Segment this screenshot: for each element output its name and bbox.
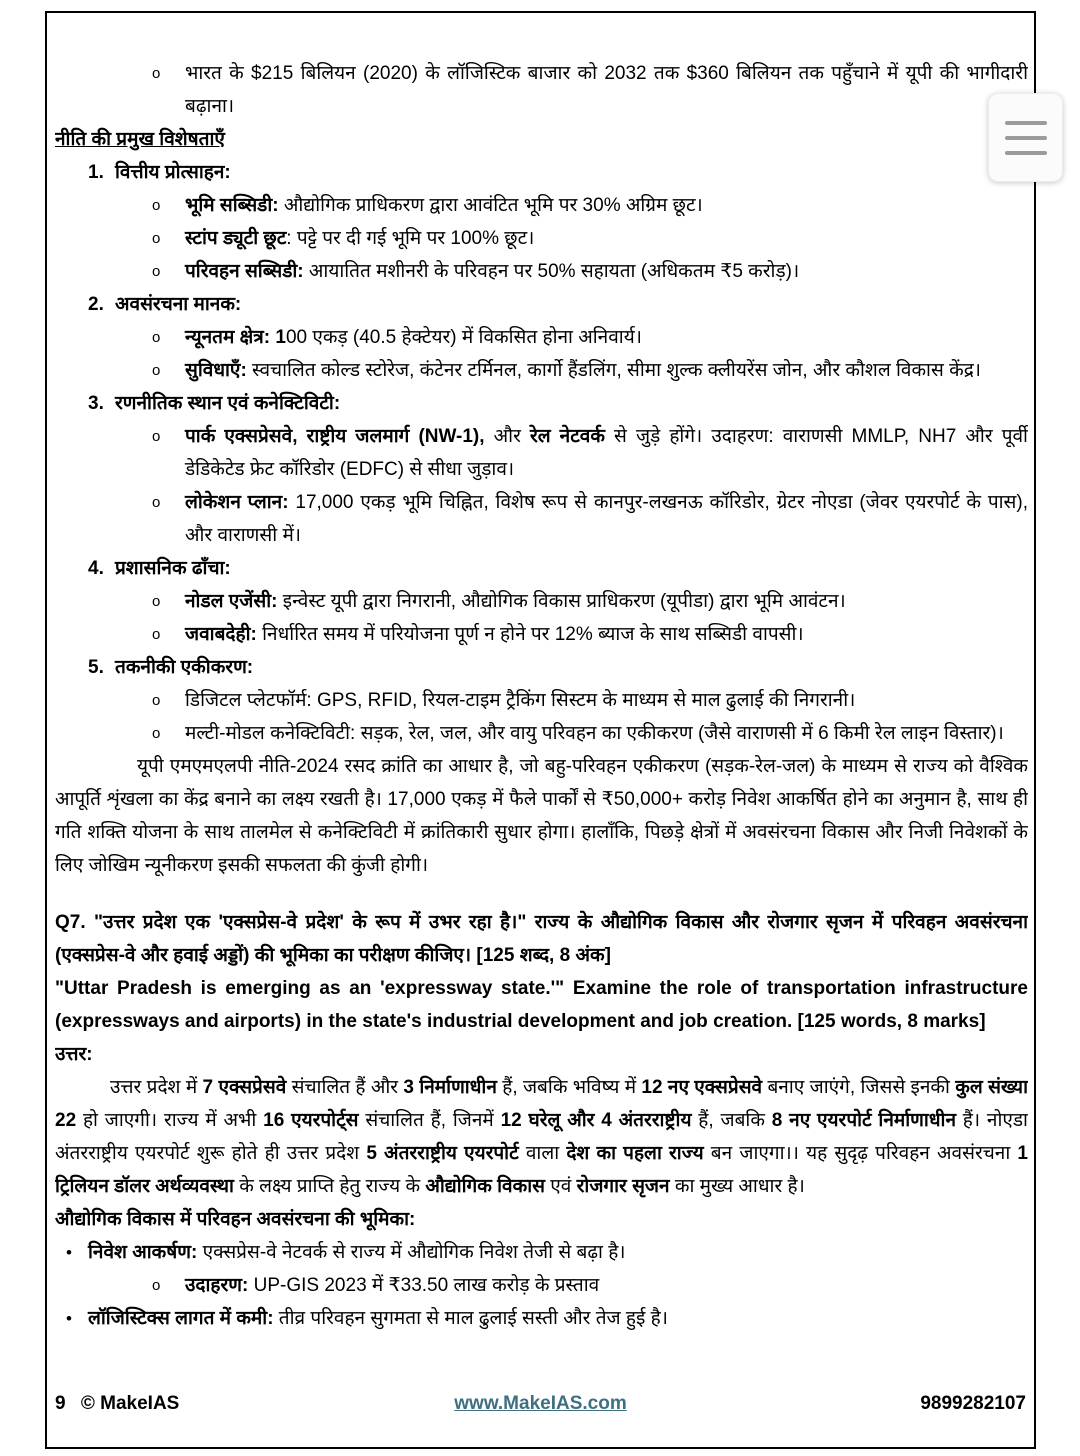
bold-text: 5 अंतरराष्ट्रीय एयरपोर्ट (366, 1143, 519, 1164)
text-run: हैं। नोएडा अंतरराष्ट्रीय एयरपोर्ट शुरू होते ही उत्तर प्रदेश (55, 1110, 1028, 1164)
text-run: UP-GIS 2023 में ₹33.50 लाख करोड़ के प्रस्ताव (248, 1275, 600, 1296)
list-item (55, 684, 1028, 717)
text-run: हैं, जबकि भविष्य में (496, 1077, 642, 1098)
bold-text: देश का पहला राज्य (566, 1143, 704, 1164)
text-run: बनाए जाएंगे, जिससे इनकी (762, 1077, 956, 1098)
circle-bullet-marker: o (152, 593, 161, 610)
text-run: मल्टी-मोडल कनेक्टिविटी: सड़क, रेल, जल, और वायु परिवहन का एकीकरण (जैसे वाराणसी में 6 किमी रेल लाइन विस्तार)। (185, 723, 1004, 744)
bold-text: सुविधाएँ: (185, 360, 247, 381)
feature-section-3 (55, 387, 1028, 552)
list-item (55, 1302, 1028, 1335)
bold-text: औद्योगिक विकास (425, 1176, 545, 1197)
document-page (45, 11, 1036, 1449)
intro-bullet-text: भारत के $215 बिलियन (2020) के लॉजिस्टिक बाजार को 2032 तक $360 बिलियन तक पहुँचाने में यूपी की भागीदारी बढ़ाना। (185, 63, 1028, 117)
text-run: डिजिटल प्लेटफॉर्म: GPS, RFID, रियल-टाइम ट्रैकिंग सिस्टम के माध्यम से माल ढुलाई की निगरानी। (185, 690, 856, 711)
list-item (55, 585, 1028, 618)
circle-bullet-marker: o (152, 692, 161, 709)
intro-bullet-item (55, 57, 1028, 123)
disc-bullet-marker: • (66, 1243, 72, 1262)
bold-text: कुल संख्या 22 (55, 1077, 1028, 1131)
text-run: 17,000 एकड़ भूमि चिह्नित, विशेष रूप से कानपुर-लखनऊ कॉरिडोर, ग्रेटर नोएडा (जेवर एयरपोर्ट के पास), और वाराणसी में। (185, 492, 1028, 546)
text-run: वाला (518, 1143, 567, 1164)
text-run: 00 एकड़ (40.5 हेक्टेयर) में विकसित होना अनिवार्य। (285, 327, 642, 348)
section-title-text: तकनीकी एकीकरण: (115, 657, 254, 678)
list-number: 5. (88, 657, 104, 678)
text-run: उत्तर प्रदेश में (110, 1077, 203, 1098)
section-title-text: वित्तीय प्रोत्साहन: (115, 162, 231, 183)
question-q7-hindi: Q7. "उत्तर प्रदेश एक 'एक्सप्रेस-वे प्रदेश' के रूप में उभर रहा है।" राज्य के औद्योगिक विकास और रोजगार सृजन में परिवहन अवसंरचना (एक्सप्रेस-वे और हवाई अड्डों) की भूमिका का परीक्षण कीजिए। [125 शब्द, 8 अंक] (55, 912, 1028, 966)
text-run: इन्वेस्ट यूपी द्वारा निगरानी, औद्योगिक विकास प्राधिकरण (यूपीडा) द्वारा भूमि आवंटन। (277, 591, 846, 612)
bold-text: 12 नए एक्सप्रेसवे (641, 1077, 763, 1098)
list-item (55, 222, 1028, 255)
text-run: : पट्टे पर दी गई भूमि पर 100% छूट। (286, 228, 535, 249)
section-title-text: रणनीतिक स्थान एवं कनेक्टिविटी: (115, 393, 341, 414)
list-item (55, 1236, 1028, 1269)
circle-bullet-marker: o (152, 329, 161, 346)
list-number: 2. (88, 294, 104, 315)
bold-text: रोजगार सृजन (576, 1176, 670, 1197)
text-run: स्वचालित कोल्ड स्टोरेज, कंटेनर टर्मिनल, कार्गो हैंडलिंग, सीमा शुल्क क्लीयरेंस जोन, और कौशल विकास केंद्र। (246, 360, 981, 381)
feature-section-title (55, 651, 1028, 684)
text-run: हैं, जबकि (691, 1110, 772, 1131)
phone-number: 9899282107 (920, 1393, 1026, 1414)
circle-bullet-marker: o (152, 725, 161, 742)
bold-text: स्टांप ड्यूटी छूट (185, 228, 287, 249)
bold-text: उदाहरण: (185, 1275, 249, 1296)
list-item (55, 717, 1028, 750)
list-item (55, 420, 1028, 486)
page-number: 9 (55, 1393, 66, 1414)
page-content (55, 57, 1028, 1385)
conclusion-paragraph: यूपी एमएमएलपी नीति-2024 रसद क्रांति का आधार है, जो बहु-परिवहन एकीकरण (सड़क-रेल-जल) के माध्यम से राज्य को वैश्विक आपूर्ति शृंखला का केंद्र बनाने का लक्ष्य रखती है। 17,000 एकड़ में फैले पार्कों से ₹50,000+ करोड़ निवेश आकर्षित होने का अनुमान है, साथ ही गति शक्ति योजना के साथ तालमेल से कनेक्टिविटी में क्रांतिकारी सुधार होगा। हालाँकि, पिछड़े क्षेत्रों में अवसंरचना विकास और निजी निवेशकों के लिए जोखिम न्यूनीकरण इसकी सफलता की कुंजी होगी। (55, 756, 1028, 876)
bold-text: 1 ट्रिलियन डॉलर अर्थव्यवस्था (55, 1143, 1028, 1197)
feature-section-title (55, 387, 1028, 420)
bold-text: लोकेशन प्लान: (185, 492, 289, 513)
text-run: और (484, 426, 530, 447)
answer-paragraph (55, 1071, 1028, 1203)
list-item (55, 189, 1028, 222)
hamburger-menu-icon (1005, 121, 1047, 155)
bold-text: 3 निर्माणाधीन (403, 1077, 497, 1098)
page-footer (55, 1393, 1026, 1421)
text-run: औद्योगिक प्राधिकरण द्वारा आवंटित भूमि पर 30% अग्रिम छूट। (278, 195, 703, 216)
circle-bullet-marker: o (152, 428, 161, 445)
text-run: बन जाएगा।। यह सुदृढ़ परिवहन अवसंरचना (703, 1143, 1018, 1164)
menu-button[interactable] (988, 93, 1063, 182)
role-bullet-list (55, 1236, 1028, 1335)
bold-text: भूमि सब्सिडी: (185, 195, 279, 216)
circle-bullet-marker: o (152, 362, 161, 379)
bold-text: न्यूनतम क्षेत्र: 1 (185, 327, 286, 348)
circle-bullet-marker: o (152, 230, 161, 247)
circle-bullet-marker: o (152, 494, 161, 511)
circle-bullet-marker: o (152, 626, 161, 643)
list-item (55, 354, 1028, 387)
feature-section-title (55, 552, 1028, 585)
disc-bullet-marker: • (66, 1309, 72, 1328)
circle-bullet-marker: o (152, 1277, 161, 1294)
bold-text: नोडल एजेंसी: (185, 591, 278, 612)
answer-label: उत्तर: (55, 1044, 93, 1065)
circle-bullet-marker: o (152, 263, 161, 280)
text-run: से जुड़े होंगे। उदाहरण: वाराणसी MMLP, NH7 और पूर्वी डेडिकेटेड फ्रेट कॉरिडोर (EDFC) से सीधा जुड़ाव। (185, 426, 1028, 480)
list-item (55, 618, 1028, 651)
text-run: तीव्र परिवहन सुगमता से माल ढुलाई सस्ती और तेज हुई है। (273, 1308, 668, 1329)
bold-text: 8 नए एयरपोर्ट निर्माणाधीन (771, 1110, 956, 1131)
text-run: एक्सप्रेस-वे नेटवर्क से राज्य में औद्योगिक निवेश तेजी से बढ़ा है। (197, 1242, 626, 1263)
bold-text: रेल नेटवर्क (529, 426, 605, 447)
list-number: 1. (88, 162, 104, 183)
list-item (55, 1269, 1028, 1302)
feature-section-1 (55, 156, 1028, 288)
bold-text: जवाबदेही: (185, 624, 257, 645)
text-run: संचालित हैं और (286, 1077, 404, 1098)
text-run: हो जाएगी। राज्य में अभी (76, 1110, 264, 1131)
circle-bullet-marker: o (152, 197, 161, 214)
circle-bullet-marker: o (152, 65, 161, 82)
text-run: का मुख्य आधार है। (669, 1176, 805, 1197)
feature-section-title (55, 156, 1028, 189)
list-item (55, 321, 1028, 354)
feature-section-4 (55, 552, 1028, 651)
feature-section-5 (55, 651, 1028, 750)
copyright-text: © MakeIAS (80, 1393, 180, 1414)
list-number: 4. (88, 558, 104, 579)
features-list (55, 156, 1028, 750)
feature-section-2 (55, 288, 1028, 387)
bold-text: पार्क एक्सप्रेसवे, राष्ट्रीय जलमार्ग (NW-1), (185, 426, 485, 447)
text-run: आयातित मशीनरी के परिवहन पर 50% सहायता (अधिकतम ₹5 करोड़)। (303, 261, 800, 282)
bold-text: निवेश आकर्षण: (88, 1242, 198, 1263)
role-heading: औद्योगिक विकास में परिवहन अवसंरचना की भूमिका: (55, 1209, 416, 1230)
website-link[interactable]: www.MakeIAS.com (454, 1393, 627, 1414)
feature-section-title (55, 288, 1028, 321)
list-item (55, 255, 1028, 288)
text-run: संचालित हैं, जिनमें (358, 1110, 501, 1131)
bold-text: 12 घरेलू और 4 अंतरराष्ट्रीय (500, 1110, 692, 1131)
section-title-text: प्रशासनिक ढाँचा: (115, 558, 231, 579)
bold-text: परिवहन सब्सिडी: (185, 261, 304, 282)
list-item (55, 486, 1028, 552)
bold-text: लॉजिस्टिक्स लागत में कमी: (88, 1308, 274, 1329)
question-q7-english: "Uttar Pradesh is emerging as an 'expressway state.'" Examine the role of transportation infrastructure (expressways and airports) in the state's industrial development and job creation. [125 words, 8 marks] (55, 978, 1028, 1032)
list-number: 3. (88, 393, 104, 414)
section-title-text: अवसंरचना मानक: (115, 294, 242, 315)
bold-text: 16 एयरपोर्ट्स (263, 1110, 359, 1131)
text-run: एवं (544, 1176, 577, 1197)
text-run: निर्धारित समय में परियोजना पूर्ण न होने पर 12% ब्याज के साथ सब्सिडी वापसी। (256, 624, 804, 645)
text-run: के लक्ष्य प्राप्ति हेतु राज्य के (233, 1176, 426, 1197)
features-heading: नीति की प्रमुख विशेषताएँ (55, 129, 225, 150)
bold-text: 7 एक्सप्रेसवे (202, 1077, 287, 1098)
footer-center (55, 1393, 1026, 1415)
